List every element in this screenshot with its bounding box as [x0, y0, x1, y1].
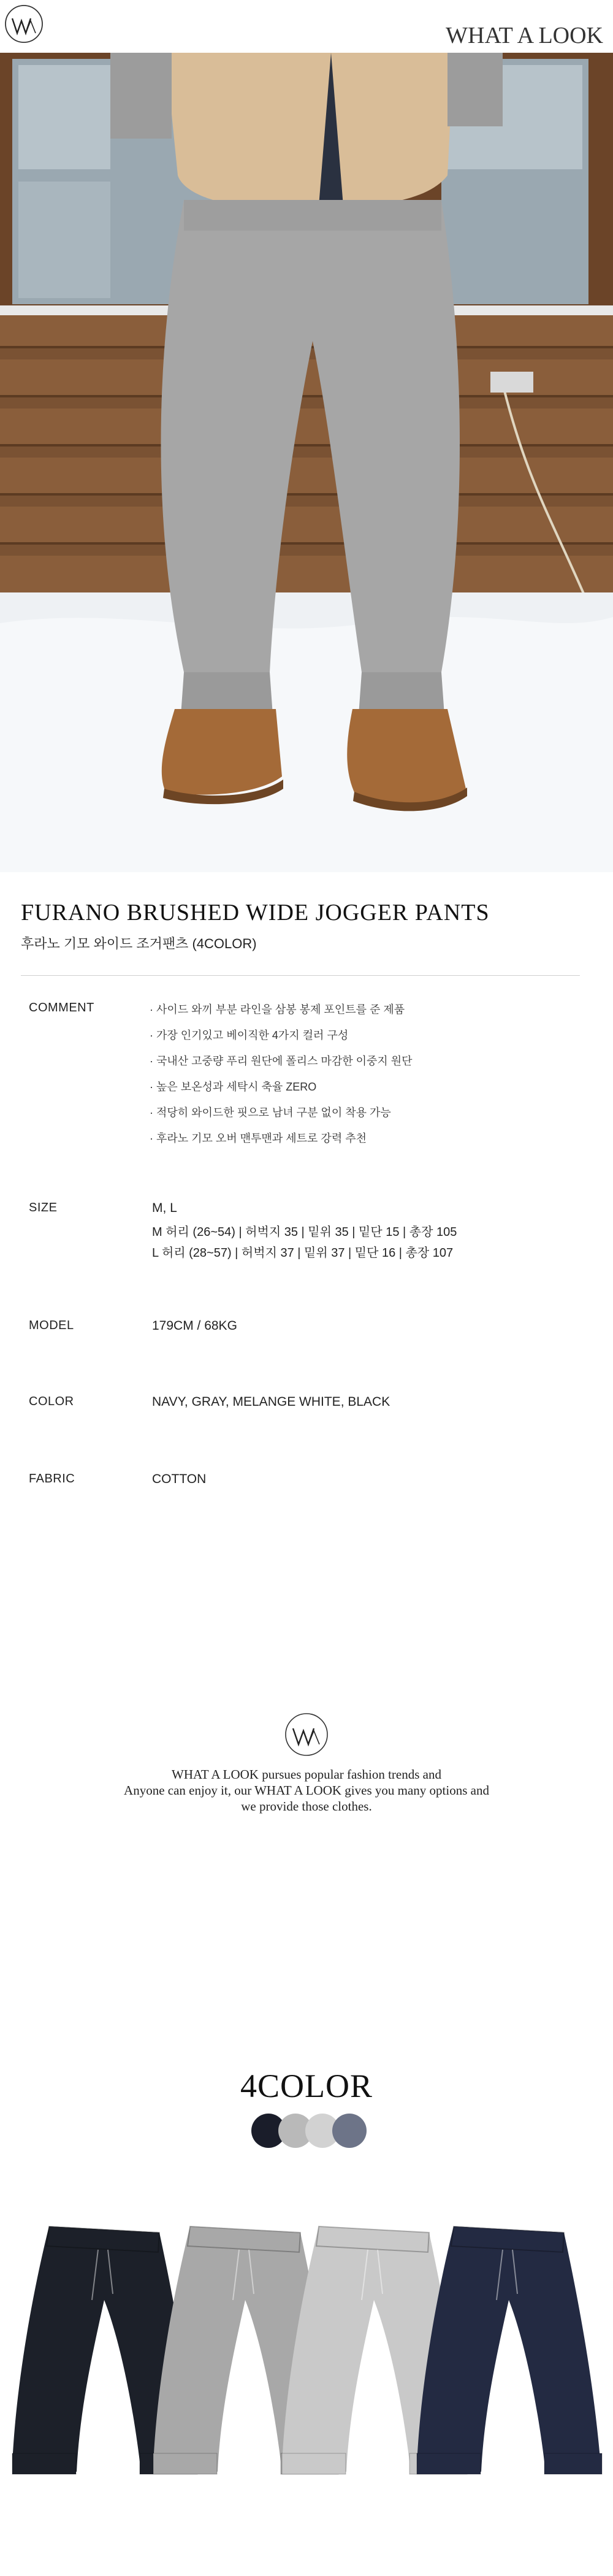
comment-line: · 국내산 고중량 푸리 원단에 폴리스 마감한 이중지 원단 [150, 1055, 413, 1067]
color-variants-photo [0, 2208, 613, 2490]
statement-line: we provide those clothes. [241, 1799, 372, 1814]
pants-lineup-illustration [0, 2208, 613, 2490]
model-label: MODEL [29, 1319, 74, 1332]
comment-line: · 후라노 기모 오버 맨투맨과 세트로 강력 추천 [150, 1132, 367, 1144]
model-value: 179CM / 68KG [152, 1319, 237, 1333]
size-options: M, L [152, 1201, 177, 1215]
statement-line: WHAT A LOOK pursues popular fashion trends and [172, 1767, 441, 1782]
color-count-title: 4COLOR [240, 2068, 373, 2104]
comment-line: · 사이드 와끼 부분 라인을 삼봉 봉제 포인트를 준 제품 [150, 1003, 405, 1016]
statement-line: Anyone can enjoy it, our WHAT A LOOK gives you many options and [124, 1783, 489, 1798]
brand-statement [0, 1766, 613, 1814]
color-swatches [251, 2114, 368, 2148]
product-title-english: FURANO BRUSHED WIDE JOGGER PANTS [21, 900, 490, 926]
color-label: COLOR [29, 1395, 74, 1408]
brand-logo-icon[interactable] [2, 2, 45, 45]
comment-line: · 적당히 와이드한 핏으로 남녀 구분 없이 착용 가능 [150, 1106, 391, 1119]
fabric-label: FABRIC [29, 1472, 75, 1485]
brand-emblem-icon [282, 1710, 331, 1759]
product-title-korean: 후라노 기모 와이드 조거팬츠 (4COLOR) [21, 936, 257, 951]
size-m-measurements: M 허리 (26~54) | 허벅지 35 | 밑위 35 | 밑단 15 | 총장 105 [152, 1225, 457, 1239]
swatch-black[interactable] [332, 2114, 367, 2148]
hero-product-photo [0, 53, 613, 872]
size-label: SIZE [29, 1201, 58, 1214]
brand-name[interactable]: WHAT A LOOK [446, 23, 603, 48]
comment-label: COMMENT [29, 1001, 94, 1014]
site-header [0, 0, 613, 53]
color-value: NAVY, GRAY, MELANGE WHITE, BLACK [152, 1395, 390, 1409]
pants-navy [417, 2226, 602, 2474]
hero-illustration [0, 53, 613, 872]
size-l-measurements: L 허리 (28~57) | 허벅지 37 | 밑위 37 | 밑단 16 | 총장 107 [152, 1246, 454, 1260]
comment-line: · 높은 보온성과 세탁시 축율 ZERO [150, 1081, 317, 1093]
fabric-value: COTTON [152, 1472, 207, 1486]
comment-line: · 가장 인기있고 베이직한 4가지 컬러 구성 [150, 1029, 349, 1041]
title-divider [21, 975, 580, 976]
